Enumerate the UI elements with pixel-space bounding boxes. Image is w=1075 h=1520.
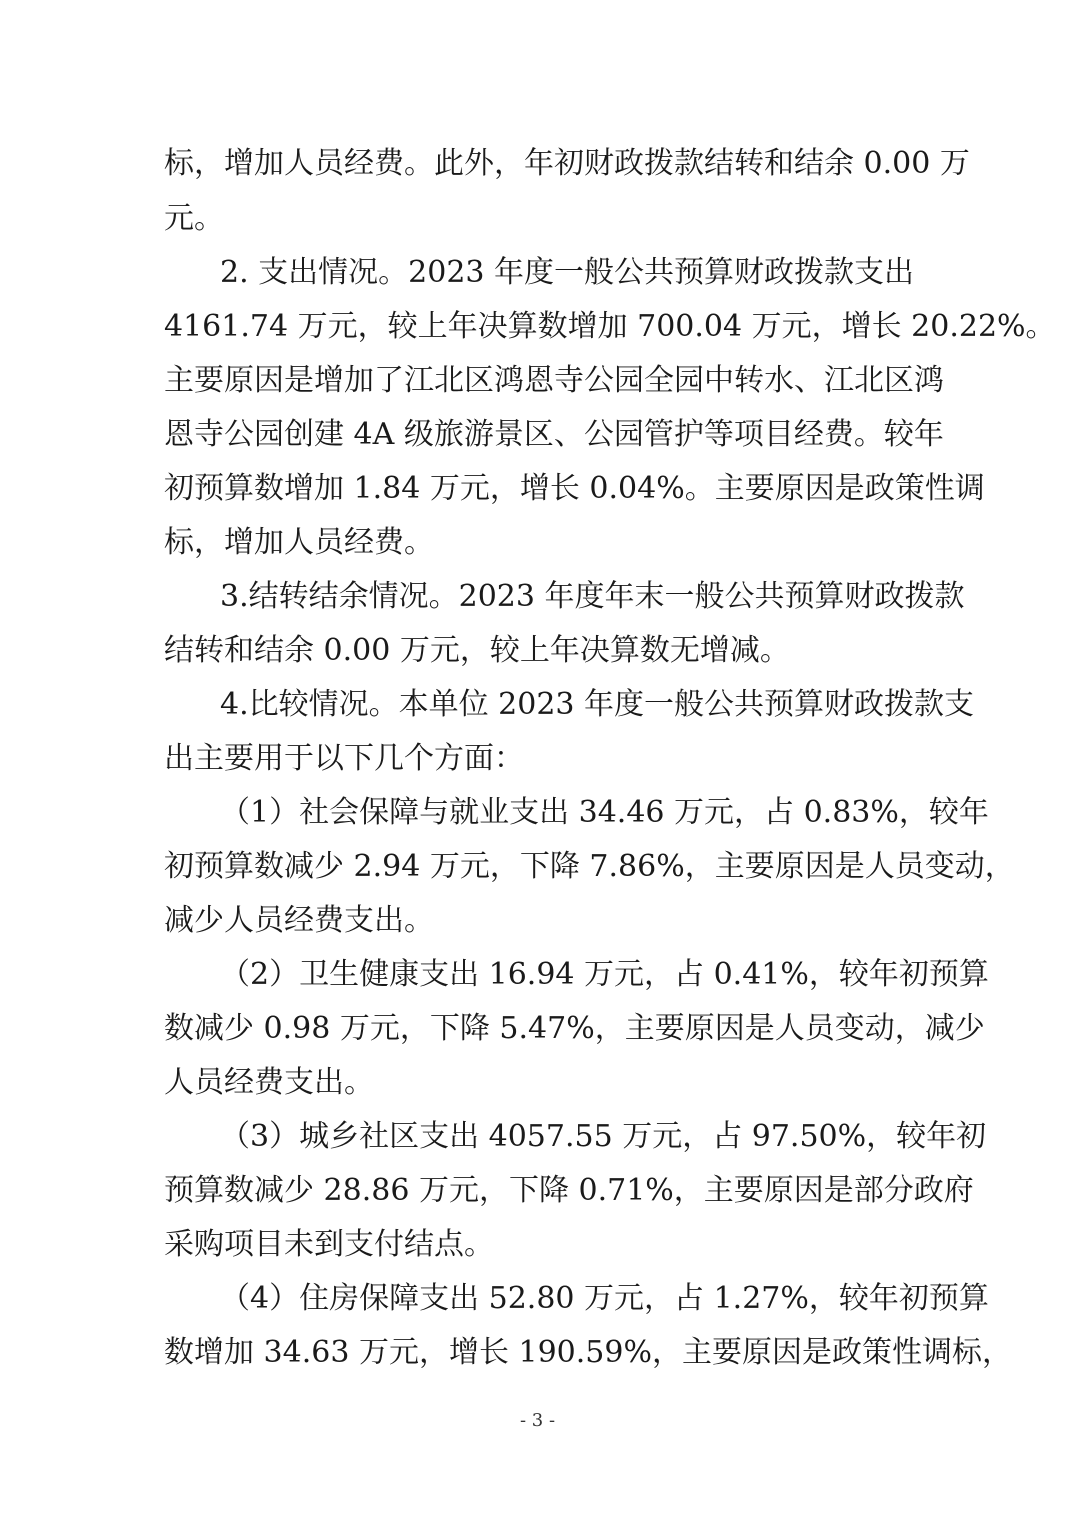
body-text-line: （2）卫生健康支出 16.94 万元，占 0.41%，较年初预算 xyxy=(220,957,989,992)
body-text-line: 4.比较情况。本单位 2023 年度一般公共预算财政拨款支 xyxy=(220,687,975,722)
body-text-line: 数减少 0.98 万元，下降 5.47%，主要原因是人员变动，减少 xyxy=(164,1011,985,1046)
body-text-line: 减少人员经费支出。 xyxy=(164,903,434,938)
body-text-line: （1）社会保障与就业支出 34.46 万元，占 0.83%，较年 xyxy=(220,795,989,830)
body-text-line: 标，增加人员经费。此外，年初财政拨款结转和结余 0.00 万 xyxy=(164,146,970,181)
body-text-line: 出主要用于以下几个方面： xyxy=(164,741,524,776)
body-text-line: 2. 支出情况。2023 年度一般公共预算财政拨款支出 xyxy=(220,255,915,290)
body-text-line: 4161.74 万元，较上年决算数增加 700.04 万元，增长 20.22%。 xyxy=(164,309,1056,344)
body-text-line: 主要原因是增加了江北区鸿恩寺公园全园中转水、江北区鸿 xyxy=(164,363,944,398)
body-text-line: 数增加 34.63 万元，增长 190.59%，主要原因是政策性调标， xyxy=(164,1335,1012,1370)
body-text-line: 预算数减少 28.86 万元，下降 0.71%，主要原因是部分政府 xyxy=(164,1173,974,1208)
body-text-line: （3）城乡社区支出 4057.55 万元，占 97.50%，较年初 xyxy=(220,1119,987,1154)
body-text-line: 初预算数增加 1.84 万元，增长 0.04%。主要原因是政策性调 xyxy=(164,471,985,506)
body-text-line: 初预算数减少 2.94 万元，下降 7.86%，主要原因是人员变动， xyxy=(164,849,1015,884)
body-text-line: 标，增加人员经费。 xyxy=(164,525,434,560)
body-text-line: 人员经费支出。 xyxy=(164,1065,374,1100)
body-text-line: 3.结转结余情况。2023 年度年末一般公共预算财政拨款 xyxy=(220,579,965,614)
body-text-line: 结转和结余 0.00 万元，较上年决算数无增减。 xyxy=(164,633,790,668)
body-text-line: （4）住房保障支出 52.80 万元，占 1.27%，较年初预算 xyxy=(220,1281,989,1316)
body-text-line: 恩寺公园创建 4A 级旅游景区、公园管护等项目经费。较年 xyxy=(164,417,944,452)
body-text-line: 采购项目未到支付结点。 xyxy=(164,1227,494,1262)
page-number: - 3 - xyxy=(519,1410,556,1431)
body-text-line: 元。 xyxy=(164,201,224,236)
